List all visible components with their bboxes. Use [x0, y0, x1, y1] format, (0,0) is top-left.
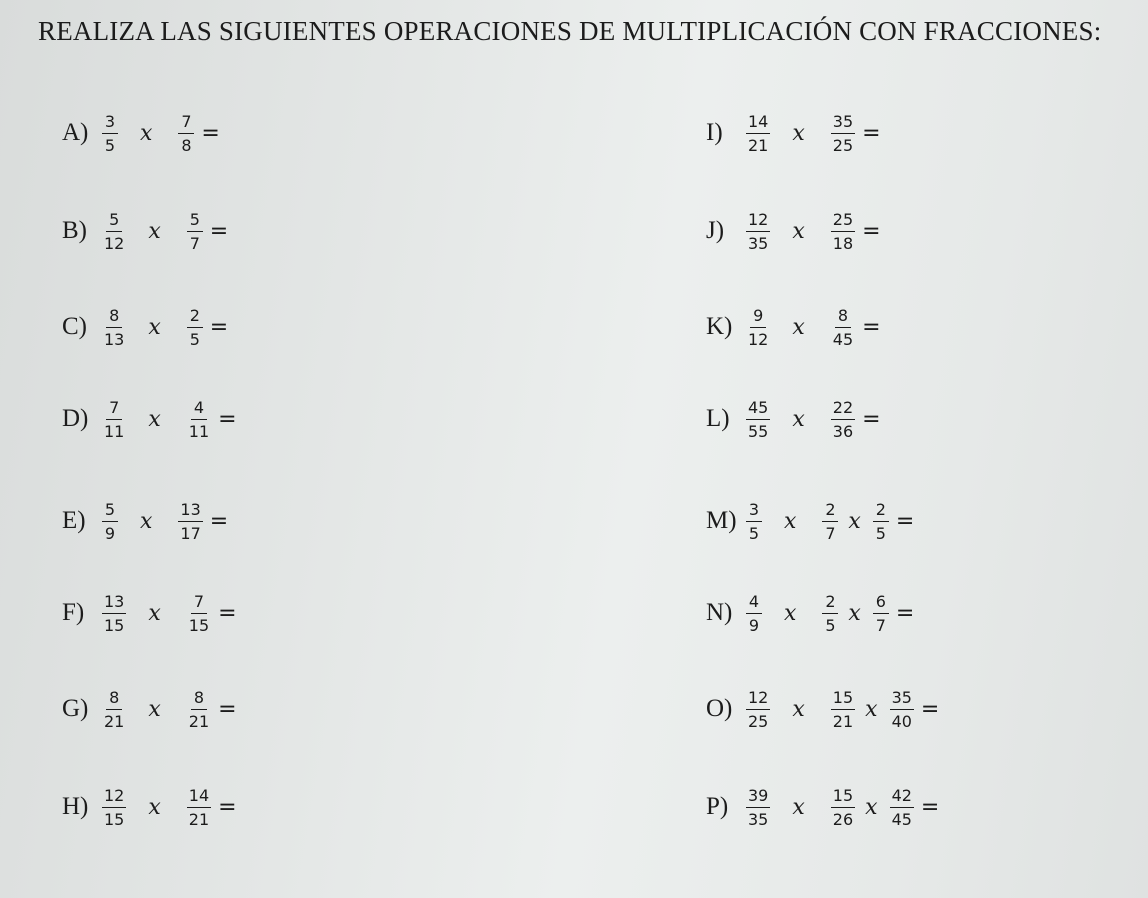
numerator: 5 [187, 210, 203, 232]
numerator: 2 [822, 592, 838, 614]
fraction [187, 786, 211, 829]
problem-label: B) [62, 217, 87, 244]
multiply-sign: x [148, 696, 161, 722]
numerator: 3 [102, 112, 118, 134]
fraction [178, 500, 202, 543]
problem-label: P) [706, 793, 729, 820]
numerator: 22 [831, 398, 855, 420]
multiply-sign: x [792, 120, 805, 146]
denominator: 12 [104, 233, 125, 253]
denominator: 21 [104, 711, 125, 731]
fraction [102, 500, 118, 543]
problem-e [62, 486, 228, 556]
numerator: 13 [178, 500, 202, 522]
numerator: 8 [106, 306, 122, 328]
numerator: 5 [102, 500, 118, 522]
multiply-sign: x [784, 600, 797, 626]
numerator: 4 [191, 398, 207, 420]
denominator: 35 [748, 809, 769, 829]
fraction [187, 210, 203, 253]
multiply-sign: x [148, 600, 161, 626]
fraction [746, 500, 762, 543]
equals-sign: = [209, 508, 229, 534]
multiply-sign: x [140, 120, 153, 146]
denominator: 9 [748, 615, 760, 635]
numerator: 25 [831, 210, 855, 232]
problem-j [706, 196, 881, 266]
numerator: 8 [106, 688, 122, 710]
equals-sign: = [862, 218, 881, 244]
denominator: 21 [748, 135, 769, 155]
denominator: 7 [825, 523, 836, 543]
fraction [102, 592, 126, 635]
fraction [102, 210, 126, 253]
fraction [822, 592, 838, 635]
equals-sign: = [209, 218, 229, 244]
denominator: 15 [104, 809, 125, 829]
numerator: 42 [890, 786, 914, 808]
equals-sign: = [920, 696, 940, 722]
multiply-sign: x [148, 406, 161, 432]
problem-f [62, 578, 237, 648]
problem-c [62, 292, 228, 362]
denominator: 12 [748, 329, 769, 349]
multiply-sign: x [140, 508, 153, 534]
equals-sign: = [895, 600, 915, 626]
multiply-sign: x [865, 696, 878, 722]
equals-sign: = [218, 600, 237, 626]
problem-b [62, 196, 228, 266]
denominator: 36 [832, 421, 854, 441]
numerator: 12 [746, 688, 770, 710]
multiply-sign: x [792, 218, 805, 244]
numerator: 14 [746, 112, 770, 134]
denominator: 35 [748, 233, 769, 253]
numerator: 12 [102, 786, 126, 808]
numerator: 12 [746, 210, 770, 232]
fraction [187, 306, 203, 349]
equals-sign: = [862, 406, 881, 432]
denominator: 45 [891, 809, 912, 829]
numerator: 15 [831, 786, 855, 808]
numerator: 39 [746, 786, 770, 808]
denominator: 55 [748, 421, 769, 441]
denominator: 25 [832, 135, 854, 155]
fraction [102, 112, 118, 155]
numerator: 6 [873, 592, 889, 614]
numerator: 8 [835, 306, 851, 328]
numerator: 14 [187, 786, 211, 808]
numerator: 35 [831, 112, 855, 134]
multiply-sign: x [792, 406, 805, 432]
numerator: 8 [191, 688, 207, 710]
problem-k [706, 292, 881, 362]
denominator: 45 [832, 329, 854, 349]
problem-label: G) [62, 695, 89, 722]
denominator: 15 [104, 615, 125, 635]
numerator: 2 [187, 306, 203, 328]
problem-label: I) [706, 119, 723, 146]
denominator: 40 [891, 711, 912, 731]
numerator: 2 [822, 500, 838, 522]
fraction [831, 112, 855, 155]
denominator: 5 [875, 523, 886, 543]
numerator: 35 [890, 688, 914, 710]
denominator: 9 [104, 523, 116, 543]
denominator: 21 [188, 711, 210, 731]
fraction [831, 398, 855, 441]
numerator: 13 [102, 592, 126, 614]
equals-sign: = [201, 120, 220, 146]
fraction [890, 786, 914, 829]
problem-label: E) [62, 507, 86, 534]
fraction [102, 688, 126, 731]
denominator: 8 [181, 135, 192, 155]
problem-label: L) [706, 405, 730, 432]
multiply-sign: x [784, 508, 797, 534]
equals-sign: = [862, 120, 881, 146]
problem-a [62, 98, 220, 168]
fraction [102, 786, 126, 829]
equals-sign: = [218, 794, 237, 820]
equals-sign: = [218, 696, 237, 722]
equals-sign: = [218, 406, 237, 432]
multiply-sign: x [792, 696, 805, 722]
denominator: 5 [104, 135, 116, 155]
multiply-sign: x [792, 794, 805, 820]
problem-label: K) [706, 313, 733, 340]
numerator: 45 [746, 398, 770, 420]
fraction [187, 592, 211, 635]
multiply-sign: x [792, 314, 805, 340]
fraction [102, 398, 126, 441]
equals-sign: = [209, 314, 229, 340]
denominator: 11 [188, 421, 210, 441]
multiply-sign: x [148, 794, 161, 820]
fraction [873, 500, 889, 543]
multiply-sign: x [848, 600, 861, 626]
problem-label: J) [706, 217, 725, 244]
fraction [746, 210, 770, 253]
denominator: 5 [825, 615, 836, 635]
fraction [746, 112, 770, 155]
fraction [102, 306, 126, 349]
problem-label: H) [62, 793, 89, 820]
denominator: 5 [748, 523, 760, 543]
denominator: 7 [189, 233, 200, 253]
problem-label: D) [62, 405, 89, 432]
multiply-sign: x [865, 794, 878, 820]
denominator: 21 [832, 711, 854, 731]
numerator: 7 [178, 112, 194, 134]
fraction [178, 112, 194, 155]
problem-label: M) [706, 507, 737, 534]
fraction [831, 688, 855, 731]
problem-p [706, 772, 939, 842]
numerator: 9 [750, 306, 766, 328]
numerator: 7 [191, 592, 207, 614]
problem-label: O) [706, 695, 733, 722]
page-title: REALIZA LAS SIGUIENTES OPERACIONES DE MULTIPLICACIÓN CON FRACCIONES: [38, 16, 1102, 46]
fraction [831, 306, 855, 349]
denominator: 25 [748, 711, 769, 731]
equals-sign: = [920, 794, 940, 820]
problem-n [706, 578, 914, 648]
problem-label: A) [62, 119, 89, 146]
fraction [746, 786, 770, 829]
denominator: 26 [832, 809, 854, 829]
denominator: 17 [180, 523, 201, 543]
fraction [746, 592, 762, 635]
fraction [822, 500, 838, 543]
problem-l [706, 384, 881, 454]
denominator: 15 [188, 615, 210, 635]
fraction [746, 398, 770, 441]
denominator: 7 [875, 615, 886, 635]
multiply-sign: x [148, 314, 161, 340]
fraction [831, 786, 855, 829]
denominator: 5 [189, 329, 200, 349]
problem-o [706, 674, 939, 744]
denominator: 21 [188, 809, 210, 829]
denominator: 11 [104, 421, 125, 441]
numerator: 2 [873, 500, 889, 522]
equals-sign: = [895, 508, 915, 534]
problem-d [62, 384, 237, 454]
fraction [187, 688, 211, 731]
fraction [746, 306, 770, 349]
problem-m [706, 486, 914, 556]
fraction [890, 688, 914, 731]
problem-label: F) [62, 599, 85, 626]
numerator: 7 [106, 398, 122, 420]
problem-h [62, 772, 237, 842]
denominator: 13 [104, 329, 125, 349]
fraction [831, 210, 855, 253]
numerator: 5 [106, 210, 122, 232]
multiply-sign: x [148, 218, 161, 244]
numerator: 3 [746, 500, 762, 522]
denominator: 18 [832, 233, 854, 253]
fraction [873, 592, 889, 635]
fraction [187, 398, 211, 441]
numerator: 4 [746, 592, 762, 614]
numerator: 15 [831, 688, 855, 710]
multiply-sign: x [848, 508, 861, 534]
equals-sign: = [862, 314, 881, 340]
problem-label: C) [62, 313, 87, 340]
problem-g [62, 674, 237, 744]
problem-i [706, 98, 881, 168]
fraction [746, 688, 770, 731]
problem-label: N) [706, 599, 733, 626]
